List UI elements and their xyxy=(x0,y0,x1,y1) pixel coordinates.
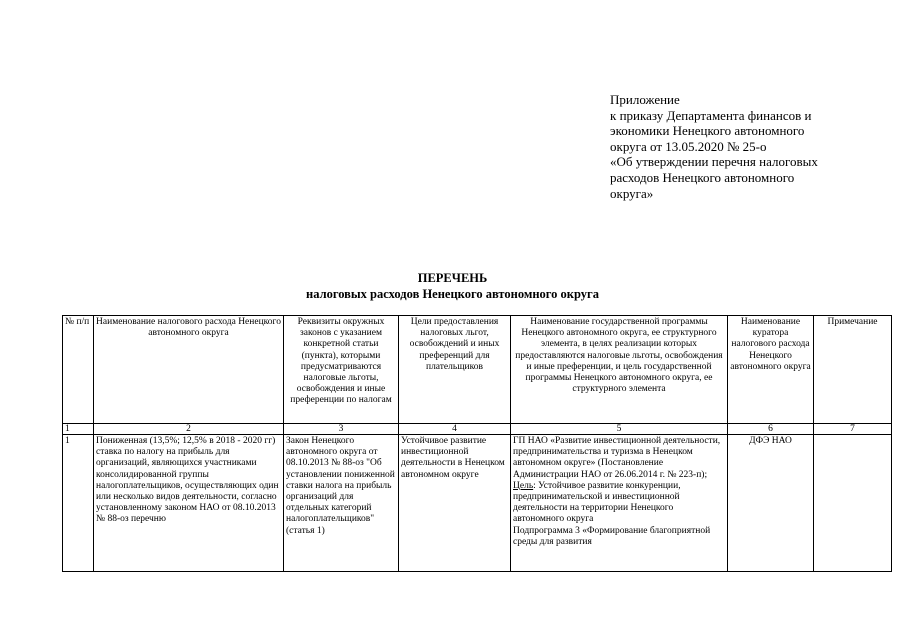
document-subtitle: налоговых расходов Ненецкого автономного округа xyxy=(306,287,599,301)
program-name: ГП НАО «Развитие инвестиционной деятельности, предпринимательства и туризма в Ненецком автономном округе» (Постановление Администрации НАО от 26.06.2014 г. № 223-п); xyxy=(513,436,721,480)
row-note xyxy=(814,435,892,572)
appendix-line: экономики Ненецкого автономного xyxy=(610,123,805,139)
header-goal: Цели предоставления налоговых льгот, освобождений и иных преференций для плательщиков xyxy=(399,316,511,424)
program-goal-text: : Устойчивое развитие конкуренции, предпринимательской и инвестиционной деятельности на территории Ненецкого автономного округа xyxy=(513,480,681,525)
header-law: Реквизиты окружных законов с указанием конкретной статьи (пункта), которыми предусматриваются налоговые льготы, освобождения и иные преференции по налогам xyxy=(284,316,399,424)
program-subprogram: Подпрограмма 3 «Формирование благоприятной среды для развития xyxy=(513,525,711,547)
appendix-line: к приказу Департамента финансов и xyxy=(610,107,812,123)
tax-expenditures-table xyxy=(62,315,892,572)
appendix-line: Приложение xyxy=(610,92,680,107)
column-number: 7 xyxy=(814,424,892,435)
header-program: Наименование государственной программы Ненецкого автономного округа, ее структурного элемента, в целях реализации которых предоставляются налоговые льготы, освобождения и иные преференции, и цель государственной программы Ненецкого автономного округа, ее структурного элемента xyxy=(511,316,728,424)
row-name: Пониженная (13,5%; 12,5% в 2018 - 2020 гг) ставка по налогу на прибыль для организаций, являющихся участниками консолидированной группы налогоплательщиков, осуществляющих один или несколько видов деятельности, согласно установленному законом НАО от 08.10.2013 № 88-оз перечню xyxy=(94,435,284,572)
program-goal-label: Цель xyxy=(513,480,534,491)
document-title: ПЕРЕЧЕНЬ xyxy=(417,271,488,285)
row-program xyxy=(511,435,728,572)
appendix-block xyxy=(610,92,880,201)
column-number: 1 xyxy=(63,424,94,435)
header-name: Наименование налогового расхода Ненецкого автономного округа xyxy=(94,316,284,424)
table-row xyxy=(63,435,892,572)
appendix-line: «Об утверждении перечня налоговых xyxy=(610,154,818,170)
row-goal: Устойчивое развитие инвестиционной деятельности в Ненецком автономном округе xyxy=(399,435,511,572)
row-curator: ДФЭ НАО xyxy=(728,435,814,572)
row-law: Закон Ненецкого автономного округа от 08.10.2013 № 88-оз "Об установлении пониженной ставки налога на прибыль организаций для отдельных категорий налогоплательщиков" (статья 1) xyxy=(284,435,399,572)
header-num: № п/п xyxy=(63,316,94,424)
appendix-line: округа» xyxy=(610,185,654,201)
header-note: Примечание xyxy=(814,316,892,424)
row-num: 1 xyxy=(63,435,94,572)
column-number: 5 xyxy=(511,424,728,435)
table-header-row xyxy=(63,316,892,424)
column-number-row xyxy=(63,424,892,435)
column-number: 3 xyxy=(284,424,399,435)
column-number: 2 xyxy=(94,424,284,435)
column-number: 4 xyxy=(399,424,511,435)
header-curator: Наименование куратора налогового расхода Ненецкого автономного округа xyxy=(728,316,814,424)
appendix-line: расходов Ненецкого автономного xyxy=(610,169,795,185)
column-number: 6 xyxy=(728,424,814,435)
appendix-line: округа от 13.05.2020 № 25-о xyxy=(610,138,767,154)
